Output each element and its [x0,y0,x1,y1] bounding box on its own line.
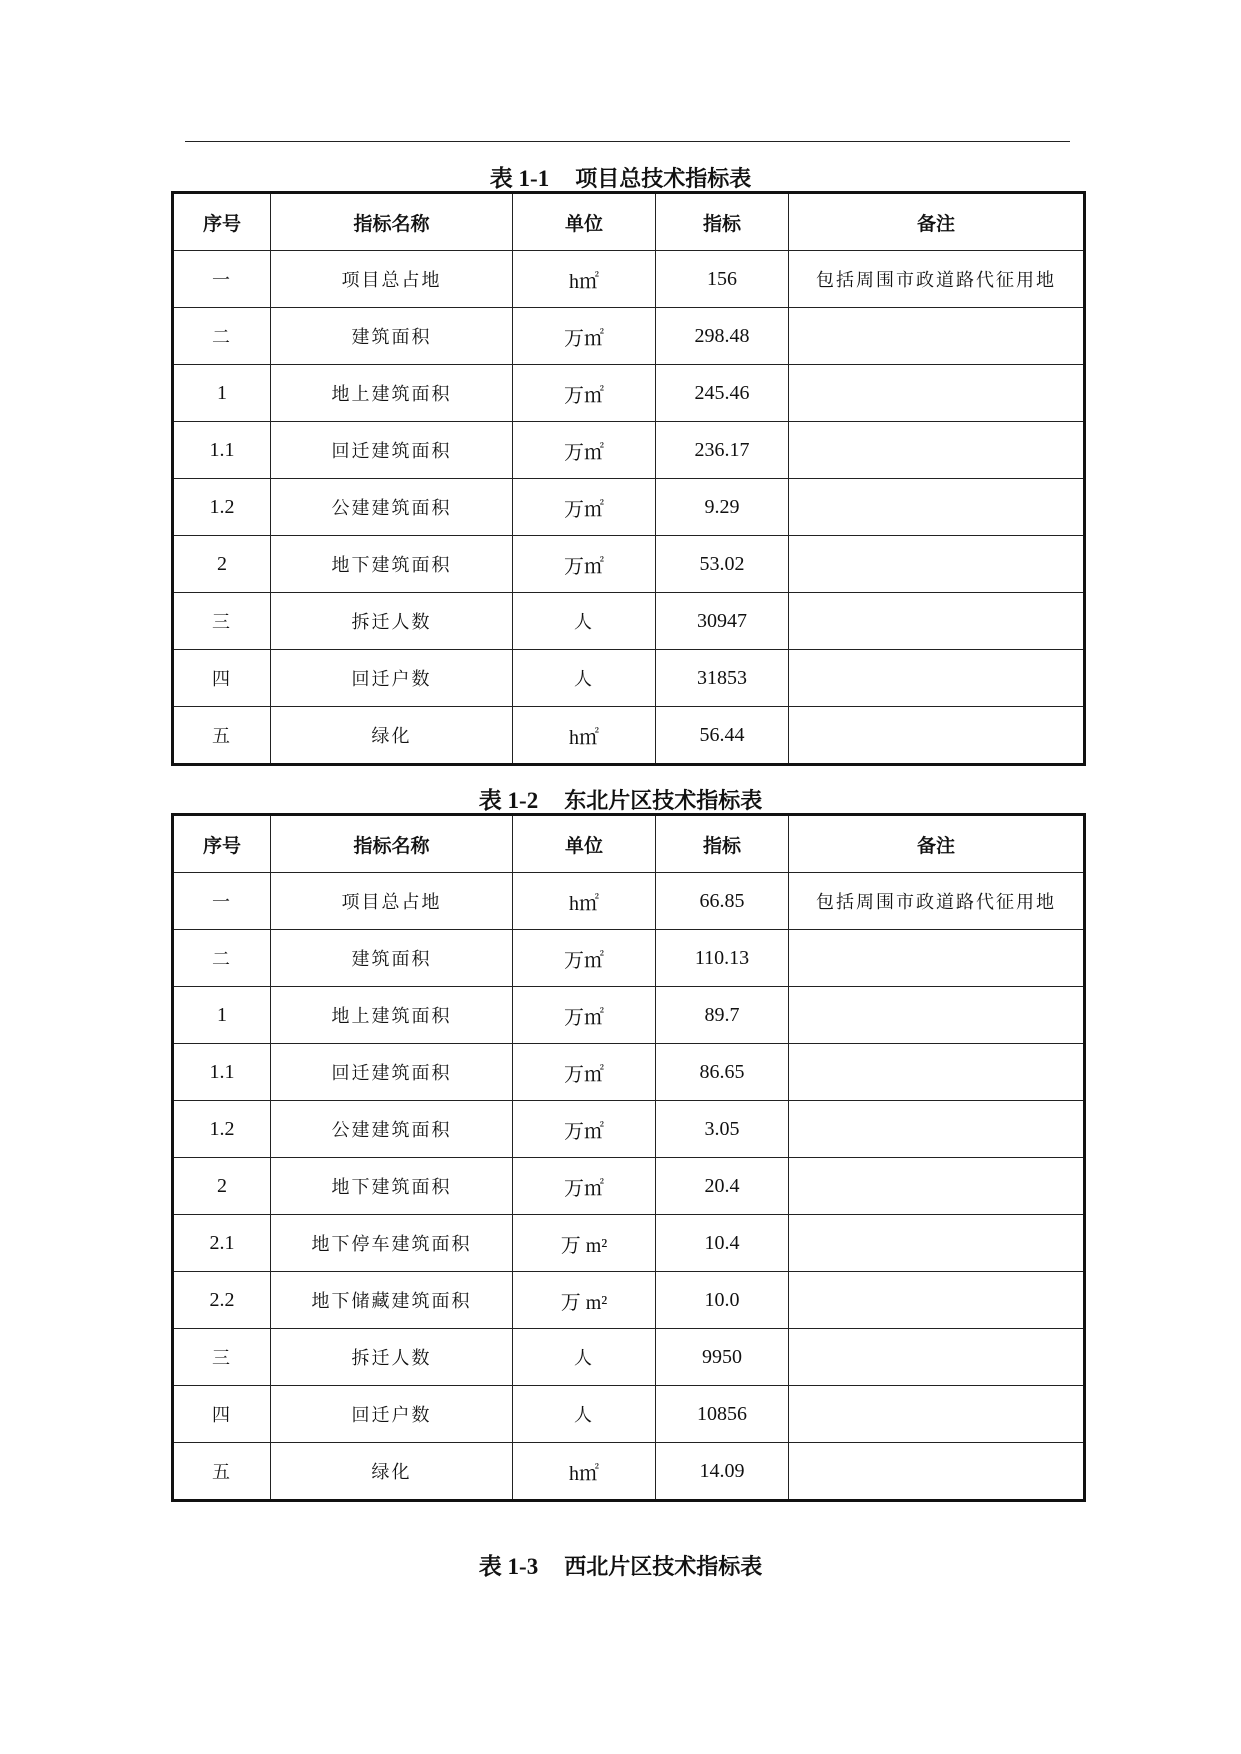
table3-caption [0,1548,1241,1581]
cell-note [789,536,1085,593]
cell-unit: 万㎡ [513,365,656,422]
table-row [173,1101,1085,1158]
table-northeast-zone [171,813,1086,1502]
cell-value: 3.05 [656,1101,789,1158]
cell-name: 地下建筑面积 [271,536,513,593]
cell-seq: 三 [173,1329,271,1386]
cell-note [789,1044,1085,1101]
cell-value: 110.13 [656,930,789,987]
table-row [173,1158,1085,1215]
cell-name: 回迁户数 [271,650,513,707]
cell-note [789,308,1085,365]
table3-caption-number: 表 1-3 [478,1554,539,1579]
table-row [173,1215,1085,1272]
cell-seq: 四 [173,650,271,707]
cell-name: 绿化 [271,707,513,765]
cell-name: 地下停车建筑面积 [271,1215,513,1272]
cell-unit: h㎡ [513,251,656,308]
cell-unit: 万㎡ [513,422,656,479]
cell-seq: 2.2 [173,1272,271,1329]
cell-name: 拆迁人数 [271,1329,513,1386]
table2-caption [0,782,1241,815]
cell-name: 回迁建筑面积 [271,1044,513,1101]
cell-unit: 万㎡ [513,1044,656,1101]
table-row [173,1443,1085,1501]
cell-value: 9.29 [656,479,789,536]
cell-seq: 三 [173,593,271,650]
cell-value: 156 [656,251,789,308]
cell-value: 56.44 [656,707,789,765]
cell-note [789,650,1085,707]
cell-note [789,479,1085,536]
cell-unit: 人 [513,593,656,650]
cell-seq: 五 [173,1443,271,1501]
table1-caption-number: 表 1-1 [489,166,550,191]
column-header-value: 指标 [656,193,789,251]
cell-value: 14.09 [656,1443,789,1501]
cell-note [789,1272,1085,1329]
cell-value: 53.02 [656,536,789,593]
table-row [173,650,1085,707]
cell-name: 绿化 [271,1443,513,1501]
cell-seq: 二 [173,308,271,365]
cell-seq: 一 [173,873,271,930]
cell-unit: h㎡ [513,707,656,765]
table1-caption-title: 项目总技术指标表 [575,167,752,192]
cell-value: 9950 [656,1329,789,1386]
cell-seq: 五 [173,707,271,765]
cell-unit: 万㎡ [513,479,656,536]
cell-seq: 1 [173,987,271,1044]
column-header-note: 备注 [789,193,1085,251]
table-header-row [173,815,1085,873]
column-header-unit: 单位 [513,815,656,873]
cell-value: 20.4 [656,1158,789,1215]
table-row [173,707,1085,765]
cell-seq: 一 [173,251,271,308]
cell-name: 项目总占地 [271,873,513,930]
column-header-unit: 单位 [513,193,656,251]
cell-value: 86.65 [656,1044,789,1101]
cell-unit: h㎡ [513,1443,656,1501]
cell-note [789,1158,1085,1215]
cell-note [789,593,1085,650]
cell-name: 地上建筑面积 [271,987,513,1044]
column-header-seq: 序号 [173,193,271,251]
cell-value: 245.46 [656,365,789,422]
cell-value: 31853 [656,650,789,707]
cell-unit: 万㎡ [513,308,656,365]
cell-unit: h㎡ [513,873,656,930]
table1-caption [0,160,1241,193]
cell-unit: 人 [513,1386,656,1443]
cell-unit: 万㎡ [513,1158,656,1215]
cell-seq: 二 [173,930,271,987]
table-row [173,873,1085,930]
cell-name: 项目总占地 [271,251,513,308]
cell-name: 回迁建筑面积 [271,422,513,479]
cell-seq: 1.1 [173,1044,271,1101]
cell-note [789,930,1085,987]
header-rule [185,141,1070,142]
table-row [173,1386,1085,1443]
cell-seq: 2 [173,1158,271,1215]
cell-name: 建筑面积 [271,308,513,365]
table-row [173,593,1085,650]
cell-unit: 万㎡ [513,1101,656,1158]
cell-value: 30947 [656,593,789,650]
cell-seq: 2 [173,536,271,593]
table-row [173,1329,1085,1386]
cell-note [789,365,1085,422]
cell-seq: 2.1 [173,1215,271,1272]
table-row [173,930,1085,987]
cell-note [789,1386,1085,1443]
table-row [173,479,1085,536]
cell-value: 66.85 [656,873,789,930]
cell-note [789,987,1085,1044]
cell-note [789,422,1085,479]
cell-name: 拆迁人数 [271,593,513,650]
table-row [173,1044,1085,1101]
cell-note: 包括周围市政道路代征用地 [789,251,1085,308]
table-header-row [173,193,1085,251]
table-row [173,308,1085,365]
cell-value: 10.4 [656,1215,789,1272]
cell-note [789,1443,1085,1501]
column-header-seq: 序号 [173,815,271,873]
cell-note: 包括周围市政道路代征用地 [789,873,1085,930]
cell-value: 10.0 [656,1272,789,1329]
cell-value: 10856 [656,1386,789,1443]
cell-note [789,1101,1085,1158]
cell-seq: 1.1 [173,422,271,479]
cell-value: 89.7 [656,987,789,1044]
cell-seq: 1.2 [173,479,271,536]
cell-name: 公建建筑面积 [271,479,513,536]
cell-name: 回迁户数 [271,1386,513,1443]
cell-unit: 人 [513,650,656,707]
column-header-note: 备注 [789,815,1085,873]
column-header-name: 指标名称 [271,193,513,251]
table-row [173,536,1085,593]
column-header-value: 指标 [656,815,789,873]
cell-unit: 万 m² [513,1215,656,1272]
cell-note [789,1215,1085,1272]
cell-note [789,1329,1085,1386]
cell-name: 公建建筑面积 [271,1101,513,1158]
table2-caption-number: 表 1-2 [478,788,539,813]
table-row [173,251,1085,308]
table3-caption-title: 西北片区技术指标表 [564,1555,763,1580]
table-row [173,422,1085,479]
cell-unit: 万㎡ [513,930,656,987]
cell-name: 地上建筑面积 [271,365,513,422]
table-row [173,1272,1085,1329]
table-project-total [171,191,1086,766]
cell-unit: 万㎡ [513,536,656,593]
cell-name: 地下储藏建筑面积 [271,1272,513,1329]
column-header-name: 指标名称 [271,815,513,873]
cell-value: 236.17 [656,422,789,479]
cell-value: 298.48 [656,308,789,365]
cell-note [789,707,1085,765]
cell-seq: 1.2 [173,1101,271,1158]
cell-name: 建筑面积 [271,930,513,987]
cell-unit: 人 [513,1329,656,1386]
table2-caption-title: 东北片区技术指标表 [564,789,763,814]
table-row [173,987,1085,1044]
cell-name: 地下建筑面积 [271,1158,513,1215]
cell-seq: 1 [173,365,271,422]
cell-seq: 四 [173,1386,271,1443]
table-row [173,365,1085,422]
cell-unit: 万㎡ [513,987,656,1044]
cell-unit: 万 m² [513,1272,656,1329]
